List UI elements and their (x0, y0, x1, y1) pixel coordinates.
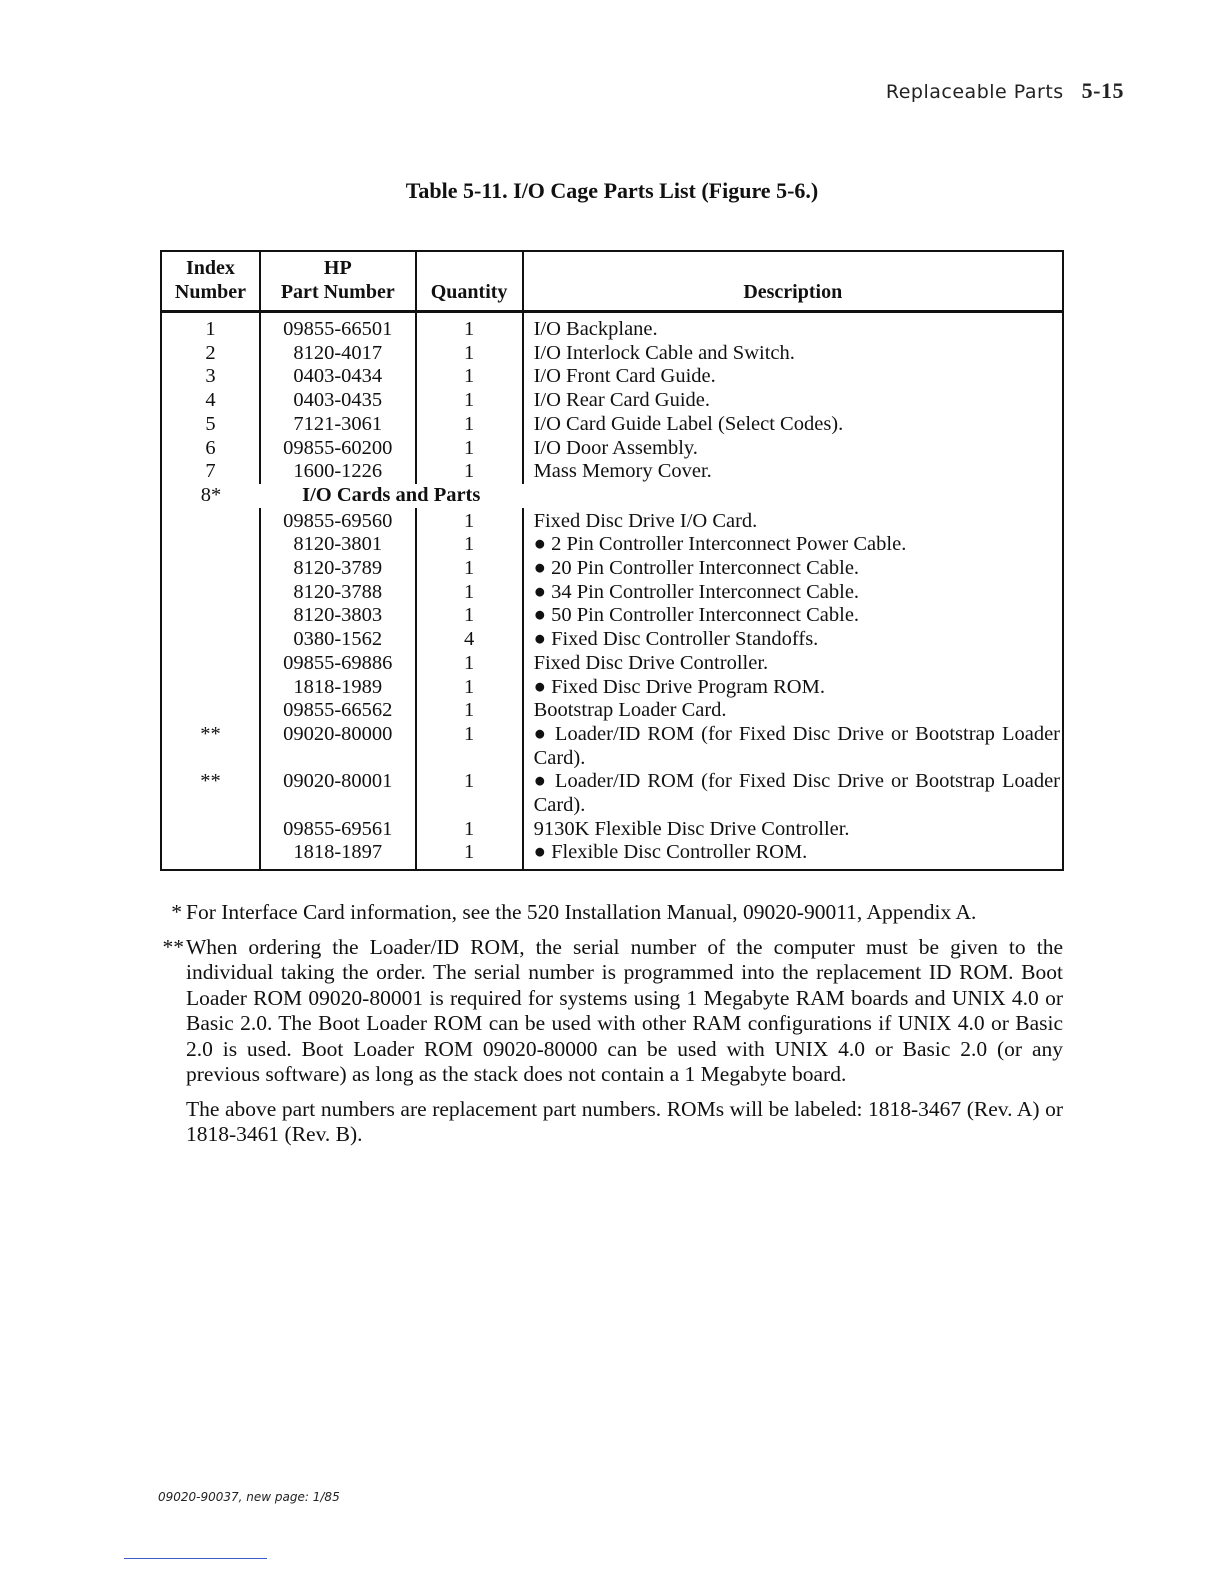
cell-index (161, 508, 260, 534)
footnote-double-asterisk (160, 935, 1063, 1088)
cell-index (161, 533, 260, 557)
footnote-mark: ** (162, 934, 184, 959)
cell-description: I/O Card Guide Label (Select Codes). (523, 413, 1063, 437)
replacement-note (160, 1097, 1063, 1148)
table-row (161, 723, 1063, 770)
col-header-index: Index Number (161, 251, 260, 312)
cell-description: I/O Interlock Cable and Switch. (523, 342, 1063, 366)
cell-quantity: 1 (416, 818, 523, 842)
col-header-quantity: Quantity (416, 251, 523, 312)
table-row (161, 413, 1063, 437)
cell-description: ● Loader/ID ROM (for Fixed Disc Drive or Bootstrap Loader Card). (523, 723, 1063, 770)
table-row (161, 533, 1063, 557)
cell-description: ● Fixed Disc Drive Program ROM. (523, 676, 1063, 700)
cell-index: 3 (161, 365, 260, 389)
cell-description: I/O Backplane. (523, 312, 1063, 342)
cell-part-number: 09855-66501 (260, 312, 416, 342)
cell-description (523, 484, 1063, 508)
note-text: The above part numbers are replacement part numbers. ROMs will be labeled: 1818-3467 (Rev. A) or 1818-3461 (Rev. B). (186, 1096, 1063, 1146)
cell-part-number: 8120-4017 (260, 342, 416, 366)
cell-part-number: 8120-3803 (260, 604, 416, 628)
table-row (161, 437, 1063, 461)
cell-description: 9130K Flexible Disc Drive Controller. (523, 818, 1063, 842)
section-label: I/O Cards and Parts (302, 483, 481, 506)
cell-quantity: 1 (416, 413, 523, 437)
running-header (886, 78, 1124, 104)
cell-part-number: 8120-3801 (260, 533, 416, 557)
cell-part-number: 09855-60200 (260, 437, 416, 461)
table-row (161, 342, 1063, 366)
cell-description: I/O Door Assembly. (523, 437, 1063, 461)
cell-description: ● 2 Pin Controller Interconnect Power Cable. (523, 533, 1063, 557)
table-row (161, 460, 1063, 484)
footnote-mark: * (171, 900, 182, 924)
cell-description: ● 50 Pin Controller Interconnect Cable. (523, 604, 1063, 628)
cell-quantity: 1 (416, 437, 523, 461)
page-footer: 09020-90037, new page: 1/85 (158, 1490, 340, 1504)
table-title: Table 5-11. I/O Cage Parts List (Figure 5-6.) (405, 178, 819, 203)
cell-quantity: 1 (416, 365, 523, 389)
footnote-text: For Interface Card information, see the 520 Installation Manual, 09020-90011, Appendix A. (186, 900, 977, 924)
cell-quantity: 1 (416, 699, 523, 723)
table-row (161, 389, 1063, 413)
table-header-row (161, 251, 1063, 312)
table-row (161, 818, 1063, 842)
cell-part-number: 0380-1562 (260, 628, 416, 652)
table-notes (160, 900, 1063, 1157)
cell-index (161, 818, 260, 842)
cell-index: 8* (161, 484, 260, 508)
cell-description: ● Fixed Disc Controller Standoffs. (523, 628, 1063, 652)
cell-index (161, 557, 260, 581)
table-row (161, 365, 1063, 389)
cell-quantity: 1 (416, 312, 523, 342)
section-name: Replaceable Parts (885, 81, 1064, 103)
table-row (161, 508, 1063, 534)
cell-index (161, 841, 260, 870)
cell-index: 7 (161, 460, 260, 484)
cell-index (161, 652, 260, 676)
cell-part-number: 1600-1226 (260, 460, 416, 484)
cell-part-number: 09855-69886 (260, 652, 416, 676)
cell-description: ● Loader/ID ROM (for Fixed Disc Drive or Bootstrap Loader Card). (523, 770, 1063, 817)
cell-quantity: 4 (416, 628, 523, 652)
cell-part-number: 09855-69561 (260, 818, 416, 842)
cell-description: ● Flexible Disc Controller ROM. (523, 841, 1063, 870)
cell-description: ● 34 Pin Controller Interconnect Cable. (523, 581, 1063, 605)
cell-part-number: 7121-3061 (260, 413, 416, 437)
cell-quantity: 1 (416, 508, 523, 534)
cell-quantity: 1 (416, 460, 523, 484)
footnote-single-asterisk (160, 900, 1063, 926)
col-header-description: Description (523, 251, 1063, 312)
cell-quantity: 1 (416, 604, 523, 628)
cell-quantity: 1 (416, 723, 523, 770)
table-row (161, 770, 1063, 817)
cell-index: 4 (161, 389, 260, 413)
cell-quantity: 1 (416, 342, 523, 366)
cell-description: Fixed Disc Drive I/O Card. (523, 508, 1063, 534)
cell-description: ● 20 Pin Controller Interconnect Cable. (523, 557, 1063, 581)
cell-quantity: 1 (416, 770, 523, 817)
cell-quantity: 1 (416, 652, 523, 676)
cell-part-number: 09855-66562 (260, 699, 416, 723)
section-row (161, 484, 1063, 508)
cell-index: ** (161, 723, 260, 770)
cell-description: Mass Memory Cover. (523, 460, 1063, 484)
cell-index: 2 (161, 342, 260, 366)
cell-index (161, 699, 260, 723)
cell-index (161, 581, 260, 605)
table-row (161, 557, 1063, 581)
table-row (161, 581, 1063, 605)
cell-quantity: 1 (416, 533, 523, 557)
cell-index (161, 676, 260, 700)
cell-part-number: 1818-1989 (260, 676, 416, 700)
cell-index: 1 (161, 312, 260, 342)
cell-part-number: 0403-0434 (260, 365, 416, 389)
table-row (161, 841, 1063, 870)
cell-part-number: 8120-3789 (260, 557, 416, 581)
cell-description: I/O Front Card Guide. (523, 365, 1063, 389)
col-header-part-number: HP Part Number (260, 251, 416, 312)
cell-description: Fixed Disc Drive Controller. (523, 652, 1063, 676)
table-row (161, 676, 1063, 700)
parts-table (160, 250, 1064, 871)
cell-quantity: 1 (416, 389, 523, 413)
table-row (161, 312, 1063, 342)
cell-quantity: 1 (416, 581, 523, 605)
table-row (161, 652, 1063, 676)
page-number: 5-15 (1081, 78, 1124, 103)
cell-description: I/O Rear Card Guide. (523, 389, 1063, 413)
footnote-text: When ordering the Loader/ID ROM, the serial number of the computer must be given to the individual taking the order. The serial number is programmed into the replacement ID ROM. Boot Loader ROM 09020-80001 is required for systems using 1 Megabyte RAM boards and UNIX 4.0 or Basic 2.0. The Boot Loader ROM can be used with other RAM configurations if UNIX 4.0 or Basic 2.0 is used. Boot Loader ROM 09020-80000 can be used with UNIX 4.0 or Basic 2.0 (or any previous software) as long as the stack does not contain a 1 Megabyte board. (186, 934, 1063, 1086)
table-row (161, 628, 1063, 652)
cell-part-number: 09855-69560 (260, 508, 416, 534)
cell-index (161, 628, 260, 652)
table-row (161, 604, 1063, 628)
cell-part-number: 09020-80000 (260, 723, 416, 770)
scan-artifact-line (124, 1558, 267, 1559)
cell-index: 5 (161, 413, 260, 437)
cell-quantity: 1 (416, 557, 523, 581)
cell-part-number: 0403-0435 (260, 389, 416, 413)
cell-part-number: 8120-3788 (260, 581, 416, 605)
cell-index (161, 604, 260, 628)
table-row (161, 699, 1063, 723)
cell-quantity: 1 (416, 676, 523, 700)
cell-index: 6 (161, 437, 260, 461)
cell-quantity: 1 (416, 841, 523, 870)
cell-part-number: 1818-1897 (260, 841, 416, 870)
cell-part-number: 09020-80001 (260, 770, 416, 817)
cell-description: Bootstrap Loader Card. (523, 699, 1063, 723)
cell-index: ** (161, 770, 260, 817)
